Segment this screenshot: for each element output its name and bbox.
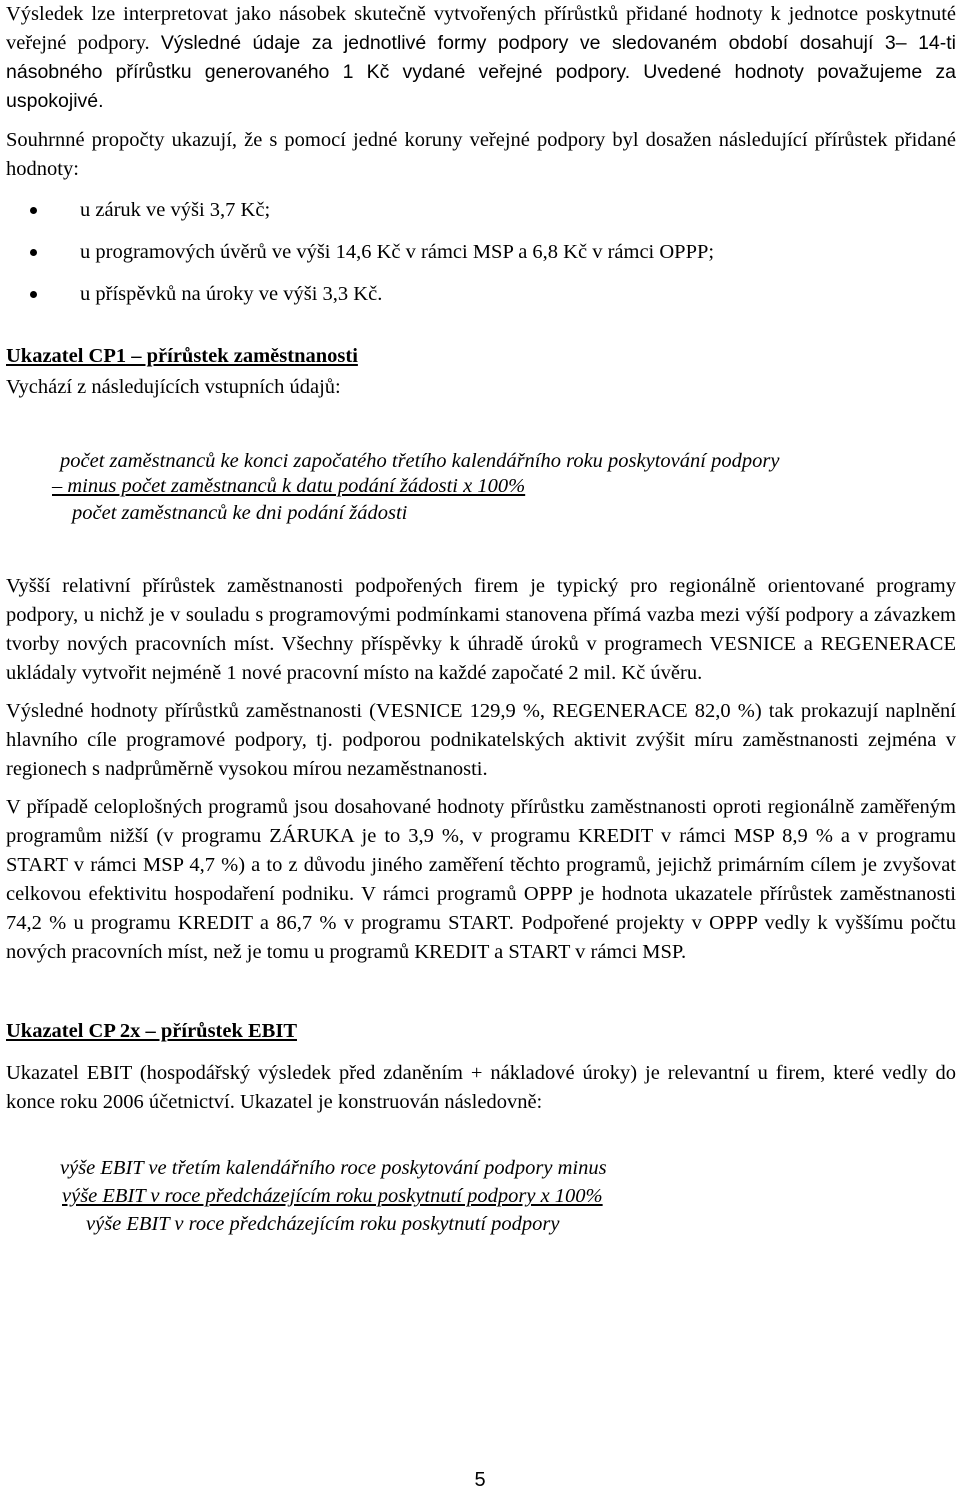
intro-paragraph-1: [6, 0, 956, 116]
cp2-formula-line2: výše EBIT v roce předcházejícím roku poskytnutí podpory x 100%: [62, 1185, 603, 1207]
cp1-paragraph-1: Vyšší relativní přírůstek zaměstnanosti podpořených firem je typický pro regionálně orientované programy podpory, u nichž je v souladu s programovými podmínkami stanovena přímá vazba mezi výší podpory a závazkem tvorby nových pracovních míst. Všechny příspěvky k úhradě úroků v programech VESNICE a REGENERACE ukládaly vytvořit nejméně 1 nové pracovní místo na každé započaté 2 mil. Kč úvěru.: [6, 575, 956, 684]
cp2-heading: Ukazatel CP 2x – přírůstek EBIT: [6, 1020, 297, 1042]
cp1-formula: [6, 447, 956, 528]
cp2-formula-line1: výše EBIT ve třetím kalendářního roce poskytování podpory minus: [60, 1157, 607, 1179]
list-item: u příspěvků na úroky ve výši 3,3 Kč.: [6, 280, 956, 309]
document-page: [6, 0, 956, 1239]
cp2-formula-line3: výše EBIT v roce předcházejícím roku poskytnutí podpory: [86, 1213, 560, 1235]
intro-paragraph-2: Souhrnné propočty ukazují, že s pomocí jedné koruny veřejné podpory byl dosažen následující přírůstek přidané hodnoty:: [6, 129, 956, 180]
bullet-list: [6, 196, 956, 309]
cp1-heading: Ukazatel CP1 – přírůstek zaměstnanosti: [6, 345, 358, 367]
list-item: u záruk ve výši 3,7 Kč;: [6, 196, 956, 225]
cp2-formula: [6, 1154, 956, 1239]
cp2-lead: Ukazatel EBIT (hospodářský výsledek před zdaněním + nákladové úroky) je relevantní u firem, které vedly do konce roku 2006 účetnictví. Ukazatel je konstruován následovně:: [6, 1062, 956, 1113]
page-number: 5: [474, 1469, 486, 1491]
list-item: u programových úvěrů ve výši 14,6 Kč v rámci MSP a 6,8 Kč v rámci OPPP;: [6, 238, 956, 267]
cp1-paragraph-3: V případě celoplošných programů jsou dosahované hodnoty přírůstku zaměstnanosti oproti regionálně zaměřeným programům nižší (v programu ZÁRUKA je to 3,9 %, v programu KREDIT v rámci MSP 8,9 % a v programu START v rámci MSP 4,7 %) a to z důvodu jiného zaměření těchto programů, jejichž primárním cílem je zvyšovat celkovou efektivitu hospodaření podniku. V rámci programů OPPP je hodnota ukazatele přírůstek zaměstnanosti 74,2 % u programu KREDIT a 86,7 % v programu START. Podpořené projekty v OPPP vedly k vyššímu počtu nových pracovních míst, než je tomu u programů KREDIT a START v rámci MSP.: [6, 796, 956, 963]
intro-p1-serif: Výsledek lze interpretovat jako násobek skutečně vytvořených přírůstků přidané hodnoty k jednotce poskytnuté veřejné podpory.: [6, 3, 956, 54]
cp1-paragraph-2: Výsledné hodnoty přírůstků zaměstnanosti (VESNICE 129,9 %, REGENERACE 82,0 %) tak prokazují naplnění hlavního cíle programové podpory, tj. podporou podnikatelských aktivit zvýšit míru zaměstnanosti zejména v regionech s nadprůměrně vysokou mírou nezaměstnanosti.: [6, 700, 956, 780]
cp1-lead: Vychází z následujících vstupních údajů:: [6, 376, 341, 398]
cp1-formula-line3: počet zaměstnanců ke dni podání žádosti: [72, 502, 408, 524]
cp1-formula-line1: počet zaměstnanců ke konci započatého třetího kalendářního roku poskytování podpory: [60, 450, 780, 472]
cp1-formula-line2: – minus počet zaměstnanců k datu podání žádosti x 100%: [52, 475, 526, 497]
intro-p1-sans: Výsledné údaje za jednotlivé formy podpory ve sledovaném období dosahují 3– 14-ti násobného přírůstku generovaného 1 Kč vydané veřejné podpory. Uvedené hodnoty považujeme za uspokojivé.: [6, 32, 957, 112]
